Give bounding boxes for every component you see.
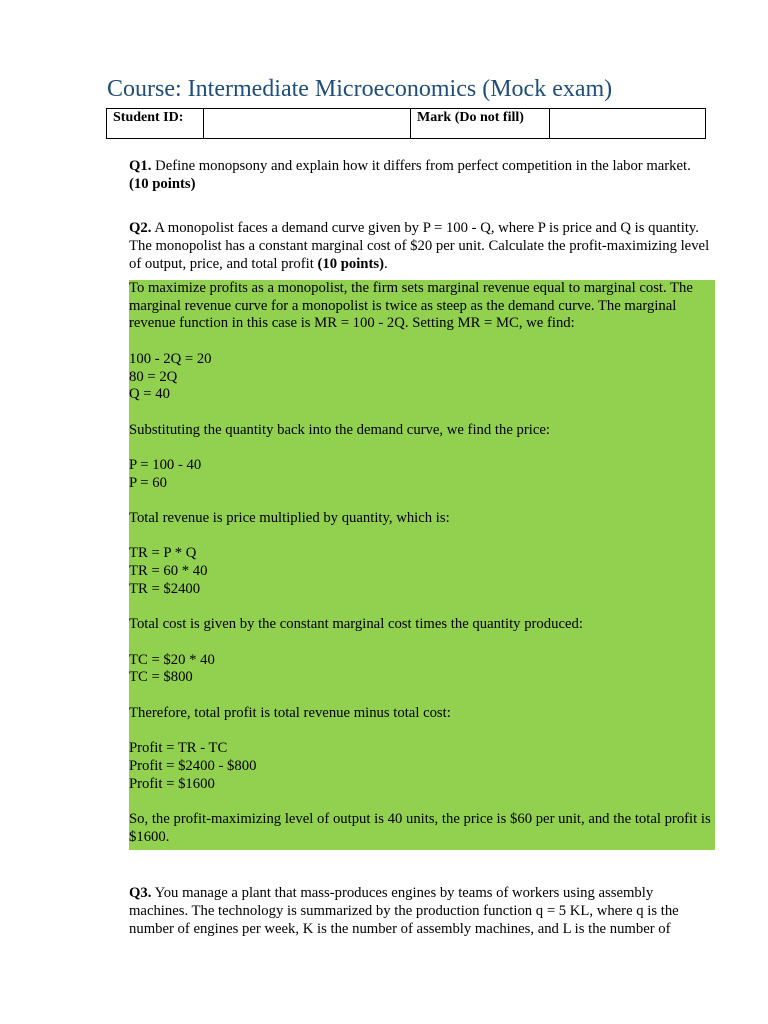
- answer-line: [129, 634, 715, 652]
- student-id-field[interactable]: [204, 109, 411, 139]
- question-3-number: Q3.: [129, 885, 152, 901]
- answer-line: Total revenue is price multiplied by quantity, which is:: [129, 510, 450, 527]
- page-title: Course: Intermediate Microeconomics (Mock exam): [107, 76, 613, 102]
- question-1-text: Define monopsony and explain how it differs from perfect competition in the labor market.: [151, 158, 691, 174]
- question-2-end: .: [383, 256, 388, 272]
- answer-line: [129, 439, 715, 457]
- answer-line: [129, 793, 715, 811]
- answer-line: Q = 40: [129, 386, 170, 403]
- question-2-text: A monopolist faces a demand curve given by P = 100 - Q, where P is price and Q is quantity. The monopolist has a constant marginal cost of $20 per unit. Calculate the profit-maximizing level of output, price, and total profit: [129, 220, 710, 272]
- answer-highlight-block: [129, 280, 715, 850]
- answer-line: [129, 528, 715, 546]
- answer-line: TC = $800: [129, 669, 193, 686]
- answer-line: [129, 333, 715, 351]
- answer-line: TR = P * Q: [129, 545, 197, 562]
- answer-line: Profit = TR - TC: [129, 740, 228, 757]
- answer-line: Total cost is given by the constant marginal cost times the quantity produced:: [129, 616, 583, 633]
- answer-line: Therefore, total profit is total revenue minus total cost:: [129, 704, 451, 721]
- answer-line: 100 - 2Q = 20: [129, 350, 212, 367]
- answer-line: [129, 599, 715, 617]
- question-1: [129, 157, 715, 193]
- answer-line: [129, 404, 715, 422]
- mark-field[interactable]: [550, 109, 706, 139]
- answer-line: [129, 492, 715, 510]
- answer-line: [129, 722, 715, 740]
- answer-line: Profit = $2400 - $800: [129, 757, 257, 774]
- student-id-label: Student ID:: [107, 109, 204, 139]
- answer-line: [129, 687, 715, 705]
- question-3-text: You manage a plant that mass-produces engines by teams of workers using assembly machines. The technology is summarized by the production function q = 5 KL, where q is the number of engines per week, K is the number of assembly machines, and L is the number of: [129, 885, 679, 937]
- question-2-points: (10 points): [317, 256, 384, 272]
- answer-line: So, the profit-maximizing level of output is 40 units, the price is $60 per unit, and the total profit is $1600.: [129, 810, 715, 845]
- question-2-number: Q2.: [129, 220, 152, 236]
- answer-line: TR = $2400: [129, 580, 201, 597]
- answer-line: P = 60: [129, 474, 167, 491]
- answer-line: Substituting the quantity back into the demand curve, we find the price:: [129, 421, 550, 438]
- student-info-table: [106, 108, 706, 139]
- question-1-number: Q1.: [129, 158, 152, 174]
- answer-line: To maximize profits as a monopolist, the firm sets marginal revenue equal to marginal cost. The marginal revenue curve for a monopolist is twice as steep as the demand curve. The marginal revenue function in this case is MR = 100 - 2Q. Setting MR = MC, we find:: [129, 280, 697, 332]
- answer-line: 80 = 2Q: [129, 368, 178, 385]
- answer-line: Profit = $1600: [129, 775, 215, 792]
- answer-line: TR = 60 * 40: [129, 563, 208, 580]
- question-3: [129, 884, 715, 938]
- answer-line: P = 100 - 40: [129, 456, 202, 473]
- question-2: [129, 219, 715, 273]
- answer-line: TC = $20 * 40: [129, 651, 215, 668]
- mark-label: Mark (Do not fill): [411, 109, 550, 139]
- question-1-points: (10 points): [129, 176, 196, 192]
